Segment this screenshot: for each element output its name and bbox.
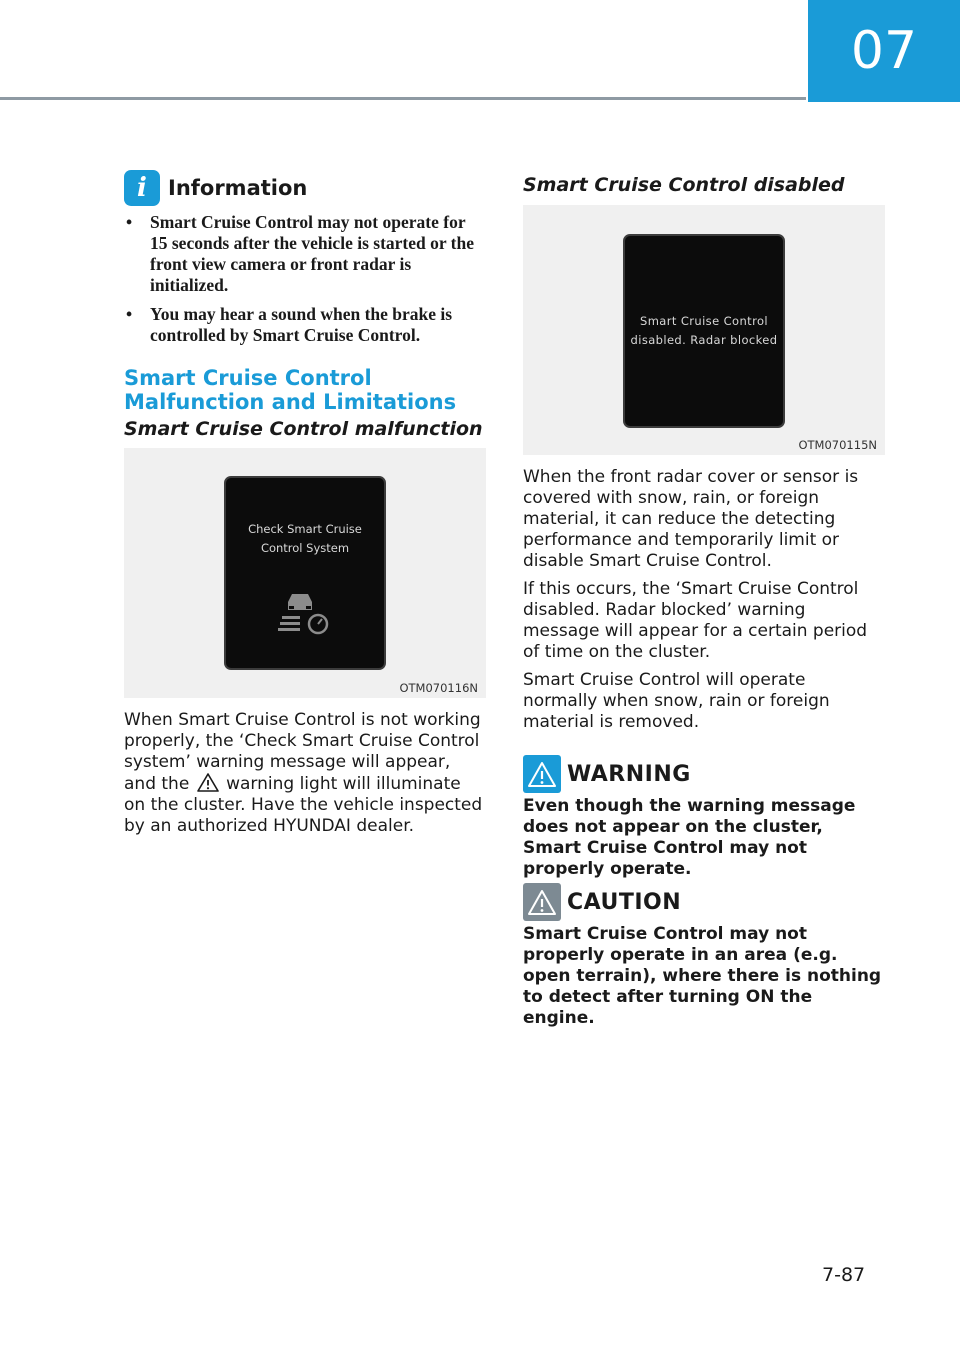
information-list (124, 212, 486, 354)
information-header (124, 170, 307, 206)
caution-label: CAUTION (567, 889, 682, 915)
caution-header (523, 883, 681, 921)
disabled-paragraph: If this occurs, the ‘Smart Cruise Control disabled. Radar blocked’ warning message will appear for a certain period of time on the cluster. (523, 579, 868, 662)
figure-code: OTM070115N (798, 438, 877, 452)
bullet-icon: • (126, 212, 133, 232)
disabled-paragraph: Smart Cruise Control will operate normally when snow, rain or foreign material is removed. (523, 670, 830, 732)
information-title: Information (168, 176, 308, 200)
figure-code: OTM070116N (399, 681, 478, 695)
warning-text: Even though the warning message does not appear on the cluster, Smart Cruise Control may not properly operate. (523, 796, 856, 879)
screen-message-line: Check Smart Cruise (248, 522, 362, 536)
caution-text: Smart Cruise Control may not properly operate in an area (e.g. open terrain), where there is nothing to detect after turning ON the engine. (523, 924, 882, 1028)
page-number: 7-87 (822, 1264, 866, 1286)
bullet-icon: • (126, 304, 133, 324)
screen-message-line: disabled. Radar blocked (630, 333, 778, 347)
header-rule (0, 97, 806, 100)
scc-malfunction-icon (278, 588, 334, 636)
malfunction-figure (124, 448, 486, 698)
screen-message-line: Control System (260, 541, 350, 555)
list-item: • Smart Cruise Control may not operate for 15 seconds after the vehicle is started or the front view camera or front radar is initialized. (126, 212, 475, 295)
disabled-paragraph: When the front radar cover or sensor is covered with snow, rain, or foreign material, it can reduce the detecting performance and temporarily limit or disable Smart Cruise Control. (523, 467, 859, 571)
disabled-text (523, 467, 885, 733)
list-item: • You may hear a sound when the brake is controlled by Smart Cruise Control. (126, 304, 453, 345)
info-icon: i (124, 170, 160, 206)
warning-label: WARNING (567, 761, 691, 787)
warning-icon (523, 755, 561, 793)
caution-icon (523, 883, 561, 921)
screen-message-line: Smart Cruise Control (640, 314, 768, 328)
disabled-subtitle: Smart Cruise Control disabled (523, 174, 845, 196)
cluster-screen (224, 476, 386, 670)
cluster-screen (623, 234, 785, 428)
malfunction-paragraph: When Smart Cruise Control is not working properly, the ‘Check Smart Cruise Control system’ warning message will appear, and the warning light will illuminate on the cluster. Have the vehicle inspected by an authorized HYUNDAI dealer. (124, 710, 483, 836)
warning-header (523, 755, 691, 793)
warning-light-icon (197, 773, 219, 792)
section-title: Smart Cruise Control Malfunction and Limitations (124, 366, 457, 414)
disabled-figure (523, 205, 885, 455)
chapter-tab: 07 (808, 0, 960, 102)
malfunction-subtitle: Smart Cruise Control malfunction (124, 418, 483, 440)
